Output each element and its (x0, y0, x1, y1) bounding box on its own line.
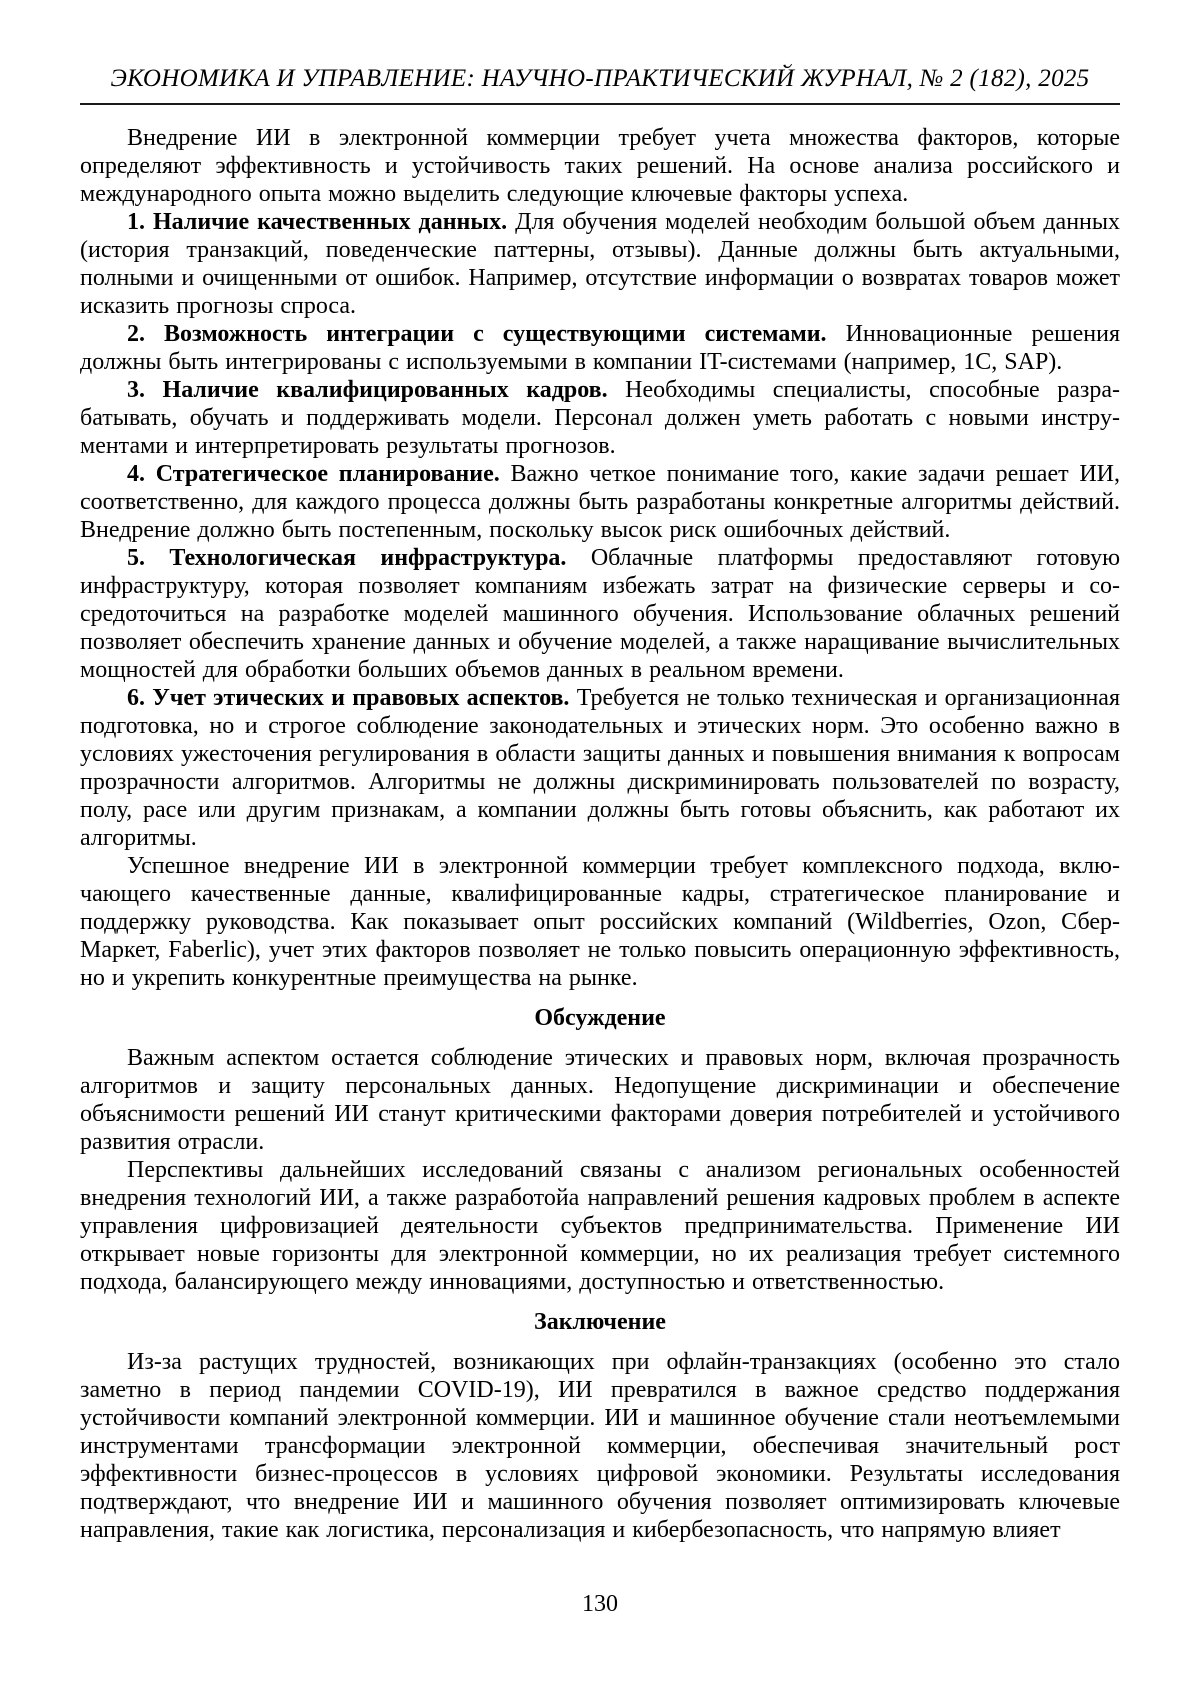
factor-paragraph-3 (80, 376, 1120, 460)
factor-3-lead: 3. Наличие квалифицированных кадров. (127, 377, 608, 403)
section-heading-discussion: Обсуждение (534, 1005, 666, 1031)
factor-3-text: Необходимы специалисты, способные разрабатывать, обучать и поддерживать модели. Персонал должен уметь работать с новыми инструментами и интерпретировать результаты прогнозов. (80, 377, 1120, 459)
page-number: 130 (582, 1591, 618, 1617)
factor-paragraph-1 (80, 208, 1120, 320)
discussion-text-2: Перспективы дальнейших исследований связаны с анализом региональных особенностей внедрения технологий ИИ, а также разработойа направлений решения кадровых проблем в аспекте управления цифровизацией деятельности субъектов предпринимательства. Применение ИИ открывает новые горизонты для электронной коммерции, но их реализация требует системного подхода, балансирующего между инновациями, доступностью и ответственностью. (80, 1157, 1120, 1295)
factor-4-lead: 4. Стратегическое планирование. (127, 461, 500, 487)
factor-6-text: Требуется не только техническая и организационная подготовка, но и строгое соблюдение законодательных и этических норм. Это особенно важно в условиях ужесточения регулирования в области защиты данных и повышения внимания к вопросам прозрачности алгоритмов. Алгоритмы не должны дискриминировать пользователей по возрасту, полу, расе или другим признакам, а компании должны быть готовы объяснить, как работают их алгоритмы. (80, 685, 1121, 851)
summary-paragraph (80, 852, 1120, 992)
factor-paragraph-4 (80, 460, 1120, 544)
intro-text: Внедрение ИИ в электронной коммерции требует учета множества факторов, которые определяют эффективность и устойчивость таких решений. На основе анализа российского и международного опыта можно выделить следующие ключевые факторы успеха. (80, 125, 1120, 207)
factor-paragraph-5 (80, 544, 1120, 684)
section-heading-conclusion: Заключение (534, 1309, 666, 1335)
journal-title: ЭКОНОМИКА И УПРАВЛЕНИЕ: НАУЧНО-ПРАКТИЧЕСКИЙ ЖУРНАЛ, № 2 (182), 2025 (110, 65, 1090, 92)
conclusion-paragraph-1 (80, 1348, 1120, 1544)
summary-text: Успешное внедрение ИИ в электронной коммерции требует комплексного подхода, включающего качественные данные, квалифицированные кадры, стратегическое планирование и поддержку руководства. Как показывает опыт российских компаний (Wildberries, Ozon, СберМаркет, Faberlic), учет этих факторов позволяет не только повысить операционную эффективность, но и укрепить конкурентные преимущества на рынке. (80, 853, 1120, 991)
running-header (80, 64, 1120, 105)
discussion-text-1: Важным аспектом остается соблюдение этических и правовых норм, включая прозрачность алгоритмов и защиту персональных данных. Недопущение дискриминации и обеспечение объяснимости решений ИИ станут критическими факторами доверия потребителей и устойчивого развития отрасли. (80, 1045, 1120, 1155)
factor-paragraph-6 (80, 684, 1120, 852)
discussion-paragraph-2 (80, 1156, 1120, 1296)
factor-2-lead: 2. Возможность интеграции с существующими системами. (127, 321, 827, 347)
intro-paragraph (80, 124, 1120, 208)
factor-1-lead: 1. Наличие качественных данных. (127, 209, 508, 235)
header-rule (80, 103, 1120, 105)
article-body (80, 124, 1120, 1544)
factor-5-lead: 5. Технологическая инфраструктура. (127, 545, 567, 571)
factor-2-text: Инновационные решения должны быть интегрированы с используемыми в компании IT-системами (например, 1С, SAP). (80, 321, 1120, 375)
discussion-paragraph-1 (80, 1044, 1120, 1156)
factor-4-text: Важно четкое понимание того, какие задачи решает ИИ, соответственно, для каждого процесса должны быть разработаны конкретные алгоритмы действий. Внедрение должно быть постепенным, поскольку высок риск ошибочных действий. (80, 461, 1120, 543)
factor-paragraph-2 (80, 320, 1120, 376)
factor-1-text: Для обучения моделей необходим большой объем данных (история транзакций, поведенческие паттерны, отзывы). Данные должны быть актуальными, полными и очищенными от ошибок. Например, отсутствие информации о возвратах товаров может исказить прогнозы спроса. (80, 209, 1121, 319)
factor-6-lead: 6. Учет этических и правовых аспектов. (127, 685, 570, 711)
factor-5-text: Облачные платформы предоставляют готовую инфраструктуру, которая позволяет компаниям избежать затрат на физические серверы и сосредоточиться на разработке моделей машинного обучения. Использование облачных решений позволяет обеспечить хранение данных и обучение моделей, а также наращивание вычислительных мощностей для обработки больших объемов данных в реальном времени. (80, 545, 1120, 683)
conclusion-text-1: Из-за растущих трудностей, возникающих при офлайн-транзакциях (особенно это стало заметно в период пандемии COVID-19), ИИ превратился в важное средство поддержания устойчивости компаний электронной коммерции. ИИ и машинное обучение стали неотъемлемыми инструментами трансформации электронной коммерции, обеспечивая значительный рост эффективности бизнес-процессов в условиях цифровой экономики. Результаты исследования подтверждают, что внедрение ИИ и машинного обучения позволяет оптимизировать ключевые направления, такие как логистика, персонализация и кибербезопасность, что напрямую влияет (80, 1349, 1120, 1543)
